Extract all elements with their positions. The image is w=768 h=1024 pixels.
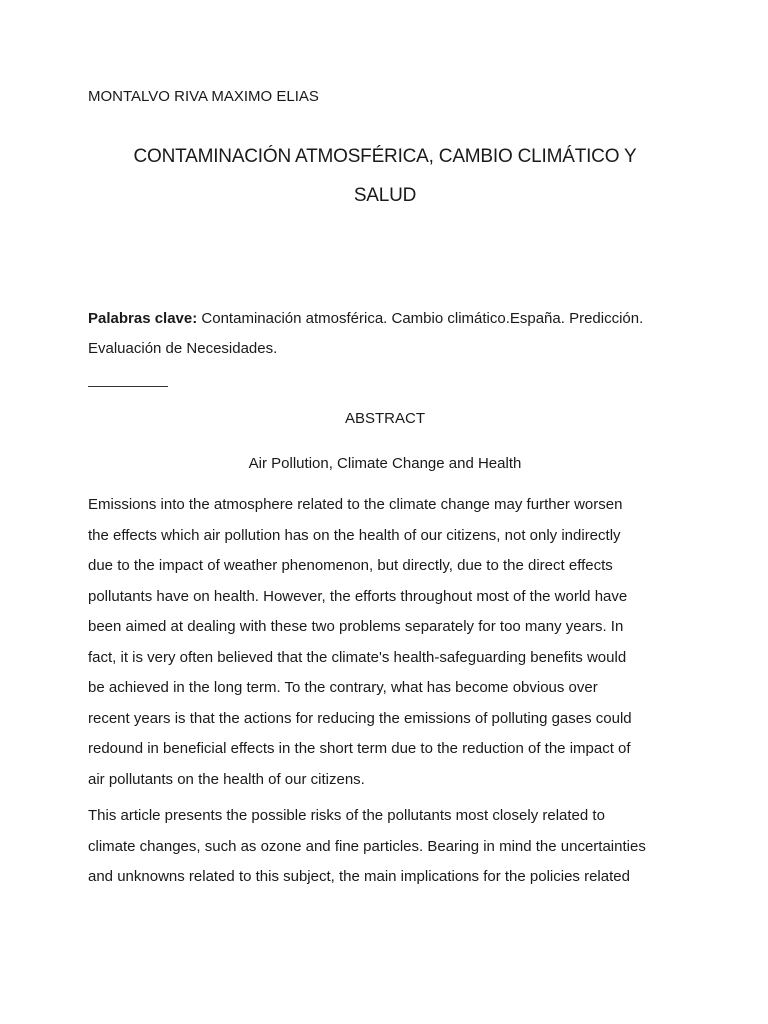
paragraph-line: redound in beneficial effects in the short term due to the reduction of the impact of: [88, 740, 631, 757]
author-name: MONTALVO RIVA MAXIMO ELIAS: [88, 88, 319, 105]
abstract-paragraph-2: [88, 801, 694, 893]
footnote-divider: [88, 386, 168, 387]
paragraph-line: fact, it is very often believed that the climate's health-safeguarding benefits would: [88, 648, 627, 666]
document-title-line-1: CONTAMINACIÓN ATMOSFÉRICA, CAMBIO CLIMÁTICO Y: [133, 146, 637, 167]
paragraph-line: the effects which air pollution has on the health of our citizens, not only indirectly: [88, 526, 621, 544]
paragraph-line: pollutants have on health. However, the efforts throughout most of the world have: [88, 587, 628, 605]
abstract-subtitle: Air Pollution, Climate Change and Health: [248, 455, 522, 472]
keywords-line-2: Evaluación de Necesidades.: [88, 340, 278, 357]
paragraph-line: due to the impact of weather phenomenon, but directly, due to the direct effects: [88, 557, 613, 574]
paragraph-line: air pollutants on the health of our citizens.: [88, 770, 365, 788]
paragraph-line: be achieved in the long term. To the contrary, what has become obvious over: [88, 679, 598, 696]
keywords-label: Palabras clave:: [88, 310, 198, 327]
paragraph-line: This article presents the possible risks of the pollutants most closely related to: [88, 807, 605, 824]
paragraph-line: and unknowns related to this subject, the main implications for the policies related: [88, 868, 630, 885]
document-title-line-2: SALUD: [353, 185, 417, 206]
abstract-paragraph-1: [88, 490, 694, 795]
paragraph-line: recent years is that the actions for reducing the emissions of polluting gases could: [88, 709, 632, 727]
abstract-heading: ABSTRACT: [344, 410, 425, 427]
paragraph-line: Emissions into the atmosphere related to the climate change may further worsen: [88, 496, 623, 513]
paragraph-line: climate changes, such as ozone and fine particles. Bearing in mind the uncertainties: [88, 837, 646, 855]
keywords-line-1: [88, 310, 688, 327]
keywords-text: Contaminación atmosférica. Cambio climático.España. Predicción.: [197, 310, 644, 327]
paragraph-line: been aimed at dealing with these two problems separately for too many years. In: [88, 618, 624, 635]
